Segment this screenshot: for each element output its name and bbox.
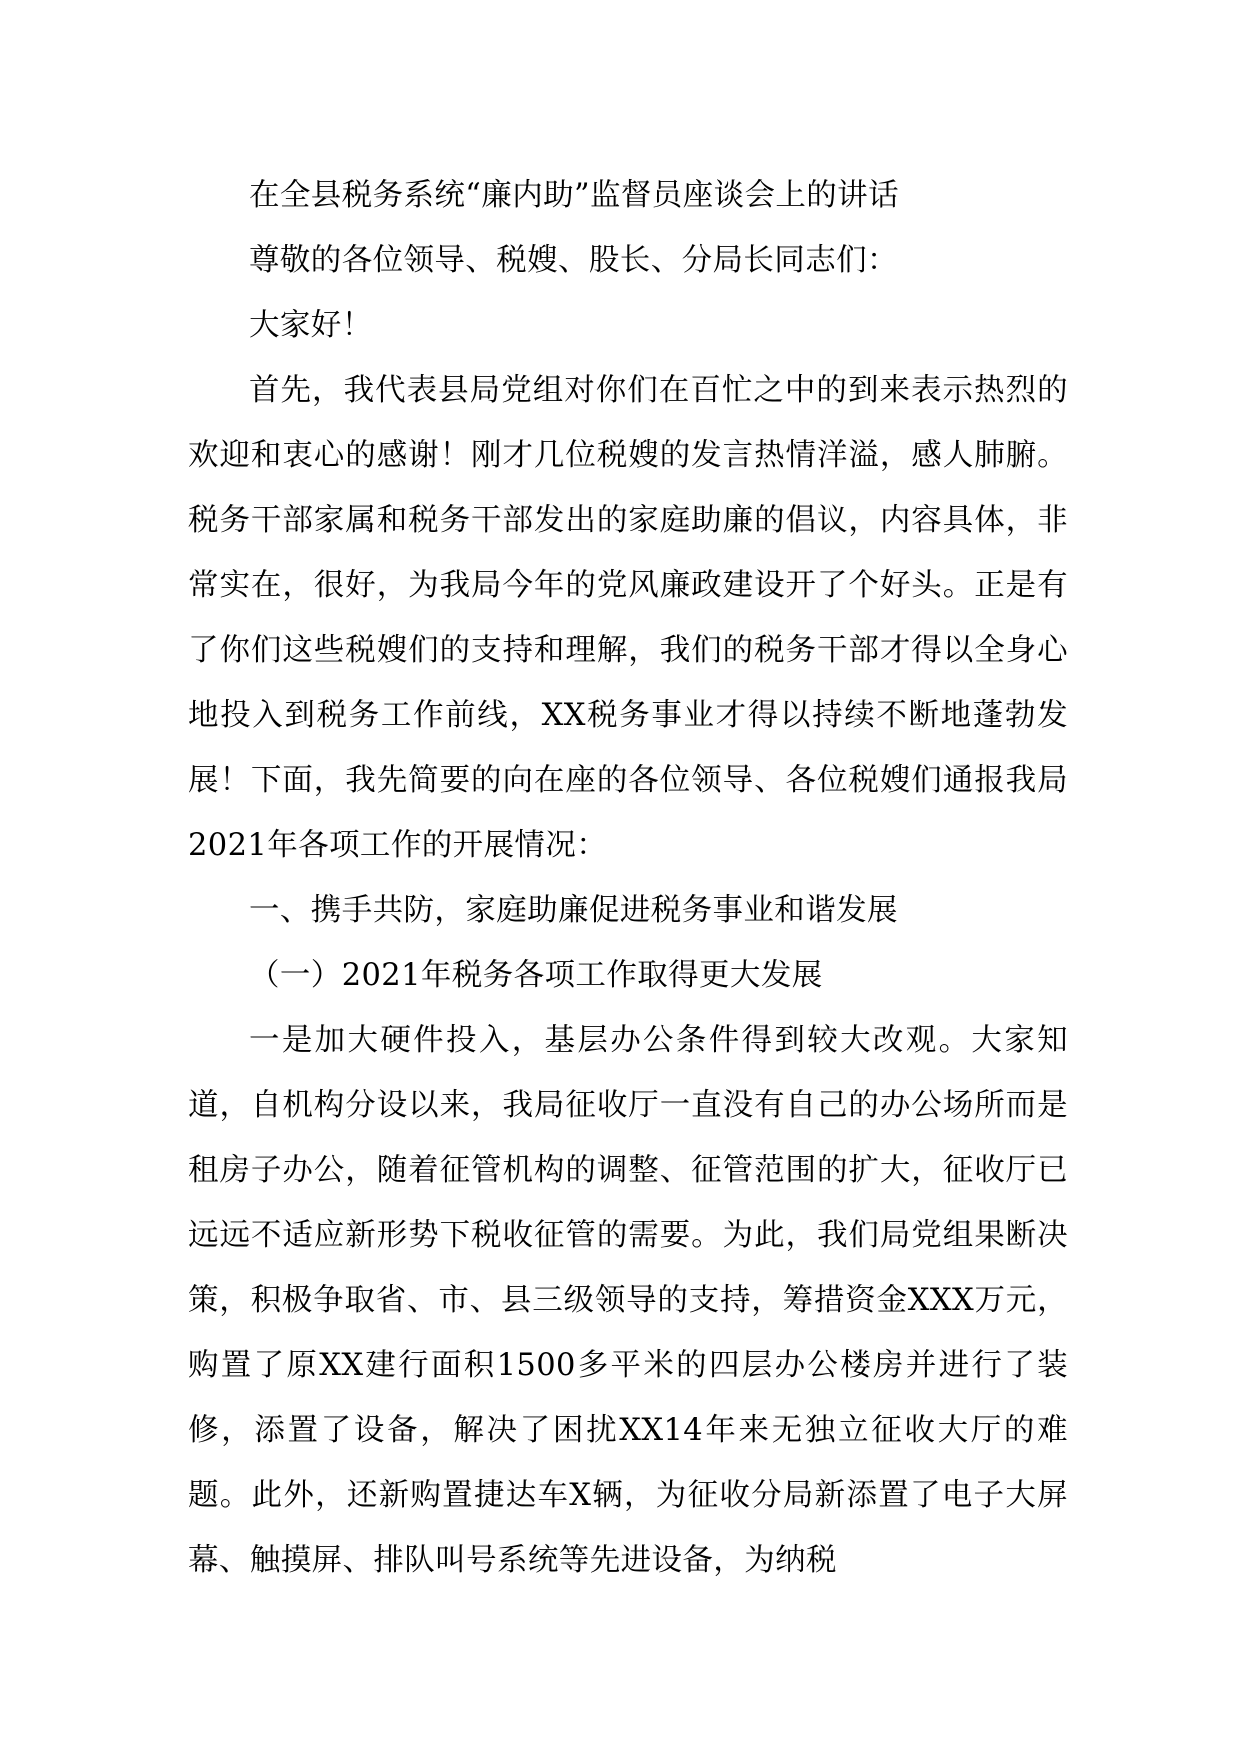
document-body — [188, 163, 1068, 1593]
subsection-heading: （一）2021年税务各项工作取得更大发展 — [249, 958, 823, 993]
opening-paragraph: 首先，我代表县局党组对你们在百忙之中的到来表示热烈的欢迎和衷心的感谢！刚才几位税嫂的发言热情洋溢，感人肺腑。税务干部家属和税务干部发出的家庭助廉的倡议，内容具体，非常实在，很好，为我局今年的党风廉政建设开了个好头。正是有了你们这些税嫂们的支持和理解，我们的税务干部才得以全身心地投入到税务工作前线，XX税务事业才得以持续不断地蓬勃发展！下面，我先简要的向在座的各位领导、各位税嫂们通报我局2021年各项工作的开展情况： — [188, 373, 1068, 863]
salutation: 尊敬的各位领导、税嫂、股长、分局长同志们： — [249, 243, 898, 278]
speech-title: 在全县税务系统“廉内助”监督员座谈会上的讲话 — [249, 178, 899, 213]
greeting: 大家好！ — [249, 308, 373, 343]
body-paragraph: 一是加大硬件投入，基层办公条件得到较大改观。大家知道，自机构分设以来，我局征收厅一直没有自己的办公场所而是租房子办公，随着征管机构的调整、征管范围的扩大，征收厅已远远不适应新形势下税收征管的需要。为此，我们局党组果断决策，积极争取省、市、县三级领导的支持，筹措资金XXX万元，购置了原XX建行面积1500多平米的四层办公楼房并进行了装修，添置了设备，解决了困扰XX14年来无独立征收大厅的难题。此外，还新购置捷达车X辆，为征收分局新添置了电子大屏幕、触摸屏、排队叫号系统等先进设备，为纳税 — [188, 1023, 1068, 1578]
section-heading: 一、携手共防，家庭助廉促进税务事业和谐发展 — [249, 893, 898, 928]
